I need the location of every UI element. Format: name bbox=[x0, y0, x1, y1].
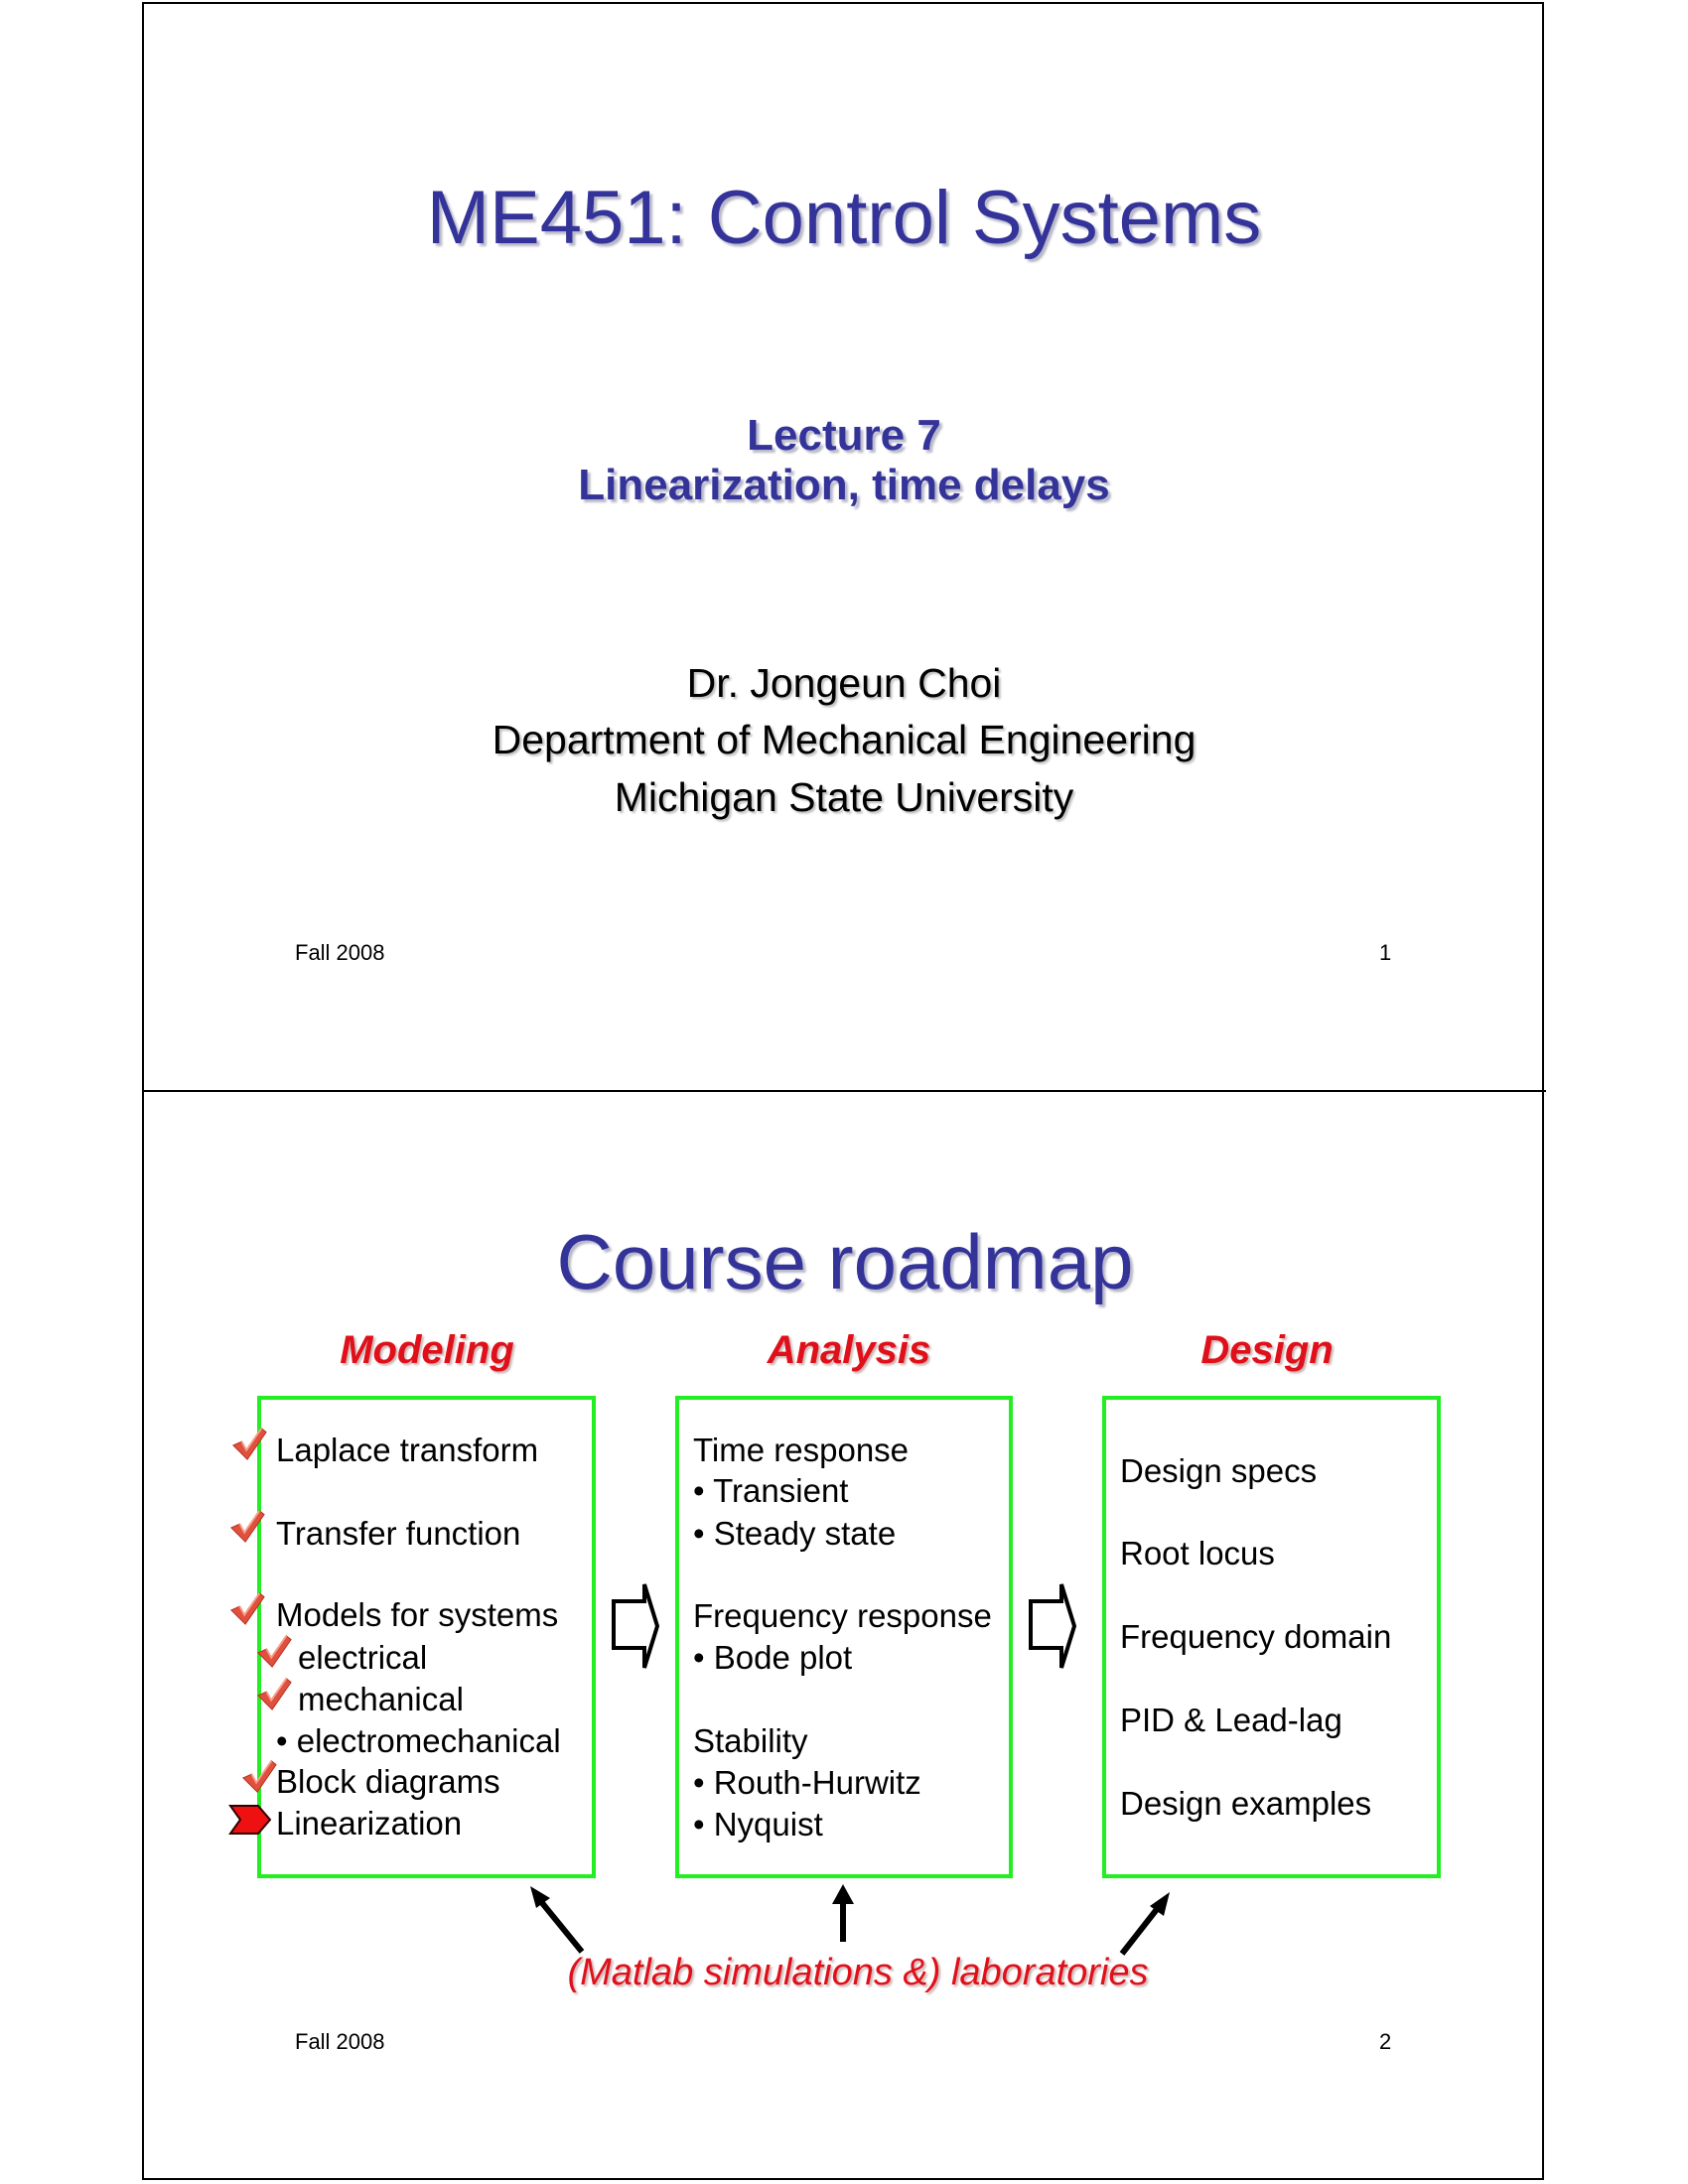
check-mark-icon bbox=[240, 1757, 278, 1795]
list-item: Root locus bbox=[1120, 1535, 1275, 1571]
column-heading-design: Design bbox=[1200, 1328, 1334, 1372]
right-block-arrow-icon bbox=[1029, 1582, 1076, 1670]
list-item: • Nyquist bbox=[693, 1806, 823, 1843]
pointer-arrow-icon bbox=[1116, 1888, 1176, 1958]
pointer-arrow-icon bbox=[830, 1882, 856, 1944]
list-item: Time response bbox=[693, 1432, 910, 1468]
slide-title: Course roadmap bbox=[556, 1218, 1134, 1305]
list-item: mechanical bbox=[298, 1681, 464, 1717]
check-mark-icon bbox=[228, 1589, 266, 1627]
author-department: Department of Mechanical Engineering bbox=[492, 717, 1196, 762]
course-title: ME451: Control Systems bbox=[426, 176, 1262, 260]
slide-divider bbox=[142, 1090, 1546, 1092]
author-university: Michigan State University bbox=[614, 774, 1074, 820]
footer-date: Fall 2008 bbox=[295, 940, 385, 965]
page-number: 1 bbox=[1379, 940, 1392, 965]
list-item: Frequency domain bbox=[1120, 1618, 1392, 1655]
footer-date: Fall 2008 bbox=[295, 2029, 385, 2054]
page-number: 2 bbox=[1379, 2029, 1392, 2054]
right-block-arrow-icon bbox=[612, 1582, 659, 1670]
check-mark-icon bbox=[255, 1675, 293, 1712]
author-name: Dr. Jongeun Choi bbox=[686, 660, 1002, 706]
list-item: Models for systems bbox=[276, 1596, 559, 1633]
list-item: electrical bbox=[298, 1639, 428, 1676]
list-item: Block diagrams bbox=[276, 1763, 500, 1800]
list-item-current: Linearization bbox=[276, 1805, 463, 1842]
check-mark-icon bbox=[255, 1632, 293, 1670]
list-item: • Bode plot bbox=[693, 1639, 853, 1676]
list-item: • Transient bbox=[693, 1472, 849, 1509]
list-item: • electromechanical bbox=[276, 1722, 561, 1759]
list-item: Frequency response bbox=[693, 1597, 992, 1634]
current-topic-chevron-icon bbox=[228, 1804, 272, 1836]
list-item: • Routh-Hurwitz bbox=[693, 1764, 921, 1801]
list-item: Stability bbox=[693, 1722, 808, 1759]
list-item: Laplace transform bbox=[276, 1432, 539, 1468]
list-item: Design specs bbox=[1120, 1452, 1318, 1489]
lecture-number: Lecture 7 bbox=[747, 411, 941, 460]
lecture-topic: Linearization, time delays bbox=[578, 461, 1110, 509]
check-mark-icon bbox=[230, 1425, 268, 1462]
list-item: PID & Lead-lag bbox=[1120, 1702, 1342, 1738]
list-item: Design examples bbox=[1120, 1785, 1372, 1822]
list-item: Transfer function bbox=[276, 1515, 521, 1552]
list-item: • Steady state bbox=[693, 1515, 897, 1552]
labs-footnote: (Matlab simulations &) laboratories bbox=[567, 1952, 1149, 1993]
column-heading-modeling: Modeling bbox=[340, 1328, 514, 1372]
column-heading-analysis: Analysis bbox=[767, 1328, 931, 1372]
check-mark-icon bbox=[228, 1507, 266, 1545]
pointer-arrow-icon bbox=[516, 1876, 586, 1956]
